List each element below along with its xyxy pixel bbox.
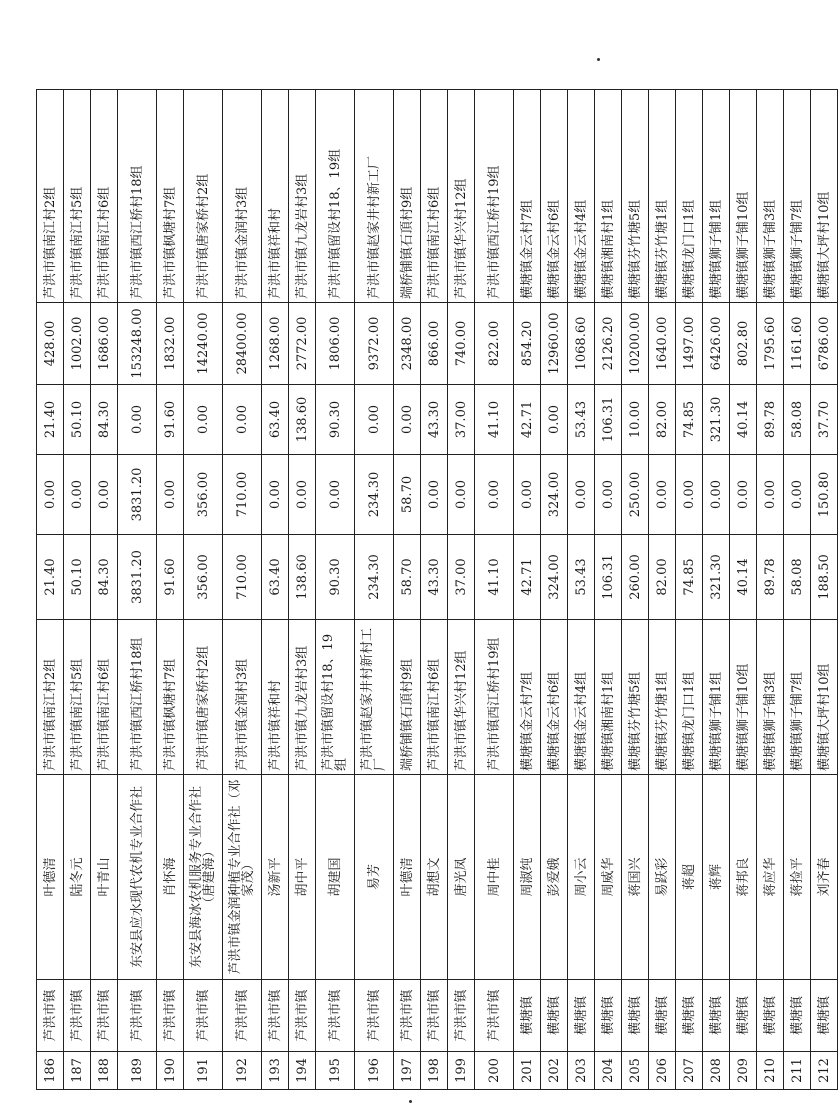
address-cell: 芦洪市镇南江村2组 [37, 620, 64, 775]
table-row [223, 90, 262, 1090]
name-cell: 胡建国 [316, 775, 355, 980]
area-a-cell: 0.00 [730, 455, 757, 535]
amount-cell: 854.20 [514, 303, 541, 385]
amount-cell: 9372.00 [355, 303, 394, 385]
amount-cell: 2772.00 [289, 303, 316, 385]
area-a-cell: 0.00 [91, 455, 118, 535]
area-a-cell: 0.00 [157, 455, 184, 535]
address-cell: 横塘镇狮子铺3组 [757, 620, 784, 775]
row-number: 210 [757, 1052, 784, 1090]
amount-cell: 1268.00 [262, 303, 289, 385]
area-b-cell: 37.00 [448, 385, 475, 455]
area-a-cell: 324.00 [541, 455, 568, 535]
area-cell: 356.00 [184, 535, 223, 620]
amount-cell: 14240.00 [184, 303, 223, 385]
amount-cell: 822.00 [475, 303, 514, 385]
table-row [37, 90, 64, 1090]
amount-cell: 1806.00 [316, 303, 355, 385]
area-b-cell: 0.00 [355, 385, 394, 455]
row-number: 202 [541, 1052, 568, 1090]
area-a-cell: 58.70 [394, 455, 421, 535]
area-cell: 90.30 [316, 535, 355, 620]
rotated-page [36, 90, 832, 1090]
row-number: 191 [184, 1052, 223, 1090]
area-b-cell: 90.30 [316, 385, 355, 455]
area-cell: 82.00 [649, 535, 676, 620]
area-a-cell: 0.00 [784, 455, 811, 535]
area-a-cell: 0.00 [448, 455, 475, 535]
table-row [355, 90, 394, 1090]
table-row [730, 90, 757, 1090]
location-cell: 横塘镇狮子铺3组 [757, 90, 784, 303]
row-number: 193 [262, 1052, 289, 1090]
name-cell: 东安县海冰农机服务专业合作社（唐建海） [184, 775, 223, 980]
area-cell: 84.30 [91, 535, 118, 620]
area-b-cell: 0.00 [541, 385, 568, 455]
location-cell: 芦洪市镇西江桥村19组 [475, 90, 514, 303]
amount-cell: 1161.60 [784, 303, 811, 385]
address-cell: 芦洪市镇西江桥村18组 [118, 620, 157, 775]
name-cell: 周威华 [595, 775, 622, 980]
town-cell: 芦洪市镇 [448, 980, 475, 1052]
town-cell: 芦洪市镇 [157, 980, 184, 1052]
amount-cell: 802.80 [730, 303, 757, 385]
address-cell: 横塘镇芬竹塘1组 [649, 620, 676, 775]
amount-cell: 1795.60 [757, 303, 784, 385]
area-cell: 3831.20 [118, 535, 157, 620]
address-cell: 芦洪市镇九龙岩村3组 [289, 620, 316, 775]
area-cell: 21.40 [37, 535, 64, 620]
area-b-cell: 74.85 [676, 385, 703, 455]
area-b-cell: 0.00 [118, 385, 157, 455]
address-cell: 芦洪市镇西江桥村19组 [475, 620, 514, 775]
address-cell: 横塘镇狮子铺7组 [784, 620, 811, 775]
town-cell: 横塘镇 [757, 980, 784, 1052]
location-cell: 芦洪市镇枫塘村7组 [157, 90, 184, 303]
location-cell: 横塘镇龙门口1组 [676, 90, 703, 303]
row-number: 197 [394, 1052, 421, 1090]
area-a-cell: 0.00 [676, 455, 703, 535]
area-cell: 260.00 [622, 535, 649, 620]
table-row [541, 90, 568, 1090]
amount-cell: 1686.00 [91, 303, 118, 385]
amount-cell: 153248.00 [118, 303, 157, 385]
table-row [262, 90, 289, 1090]
table-row [757, 90, 784, 1090]
address-cell: 横塘镇大坪村10组 [811, 620, 838, 775]
location-cell: 芦洪市镇华兴村12组 [448, 90, 475, 303]
town-cell: 横塘镇 [595, 980, 622, 1052]
area-cell: 321.30 [703, 535, 730, 620]
location-cell: 芦洪市镇金润村3组 [223, 90, 262, 303]
location-cell: 横塘镇芬竹塘5组 [622, 90, 649, 303]
row-number: 206 [649, 1052, 676, 1090]
name-cell: 胡中平 [289, 775, 316, 980]
row-number: 208 [703, 1052, 730, 1090]
town-cell: 芦洪市镇 [223, 980, 262, 1052]
area-a-cell: 0.00 [421, 455, 448, 535]
area-b-cell: 89.78 [757, 385, 784, 455]
location-cell: 横塘镇狮子铺10组 [730, 90, 757, 303]
table-row [676, 90, 703, 1090]
address-cell: 芦洪市镇赵家井村新村工厂 [355, 620, 394, 775]
location-cell: 芦洪市镇南江村5组 [64, 90, 91, 303]
area-b-cell: 40.14 [730, 385, 757, 455]
area-cell: 324.00 [541, 535, 568, 620]
location-cell: 芦洪市镇唐家桥村2组 [184, 90, 223, 303]
location-cell: 芦洪市镇南江村6组 [421, 90, 448, 303]
area-a-cell: 150.80 [811, 455, 838, 535]
area-cell: 40.14 [730, 535, 757, 620]
row-number: 204 [595, 1052, 622, 1090]
amount-cell: 2348.00 [394, 303, 421, 385]
amount-cell: 866.00 [421, 303, 448, 385]
area-b-cell: 106.31 [595, 385, 622, 455]
location-cell: 芦洪市镇南江村6组 [91, 90, 118, 303]
town-cell: 芦洪市镇 [64, 980, 91, 1052]
area-cell: 138.60 [289, 535, 316, 620]
table-row [568, 90, 595, 1090]
amount-cell: 6786.00 [811, 303, 838, 385]
table-row [514, 90, 541, 1090]
area-cell: 42.71 [514, 535, 541, 620]
location-cell: 横塘镇湘南村1组 [595, 90, 622, 303]
table-row [595, 90, 622, 1090]
area-b-cell: 10.00 [622, 385, 649, 455]
amount-cell: 2126.20 [595, 303, 622, 385]
area-a-cell: 0.00 [649, 455, 676, 535]
table-row [289, 90, 316, 1090]
row-number: 211 [784, 1052, 811, 1090]
row-number: 186 [37, 1052, 64, 1090]
area-a-cell: 0.00 [595, 455, 622, 535]
name-cell: 胡想文 [421, 775, 448, 980]
row-number: 187 [64, 1052, 91, 1090]
area-cell: 63.40 [262, 535, 289, 620]
table-row [421, 90, 448, 1090]
town-cell: 横塘镇 [649, 980, 676, 1052]
table-row [784, 90, 811, 1090]
area-a-cell: 0.00 [64, 455, 91, 535]
area-cell: 234.30 [355, 535, 394, 620]
town-cell: 芦洪市镇 [394, 980, 421, 1052]
town-cell: 芦洪市镇 [184, 980, 223, 1052]
row-number: 203 [568, 1052, 595, 1090]
area-a-cell: 234.30 [355, 455, 394, 535]
scan-dot [597, 58, 600, 61]
table-row [811, 90, 838, 1090]
area-b-cell: 63.40 [262, 385, 289, 455]
location-cell: 横塘镇狮子铺7组 [784, 90, 811, 303]
area-a-cell: 0.00 [289, 455, 316, 535]
area-b-cell: 50.10 [64, 385, 91, 455]
area-b-cell: 21.40 [37, 385, 64, 455]
name-cell: 蒋超 [676, 775, 703, 980]
area-cell: 74.85 [676, 535, 703, 620]
area-cell: 41.10 [475, 535, 514, 620]
address-cell: 横塘镇金云村7组 [514, 620, 541, 775]
amount-cell: 1002.00 [64, 303, 91, 385]
location-cell: 芦洪市镇西江桥村18组 [118, 90, 157, 303]
town-cell: 芦洪市镇 [262, 980, 289, 1052]
table-row [184, 90, 223, 1090]
area-a-cell: 3831.20 [118, 455, 157, 535]
name-cell: 叶青山 [91, 775, 118, 980]
location-cell: 芦洪市镇南江村2组 [37, 90, 64, 303]
address-cell: 芦洪市镇留设村18、19组 [316, 620, 355, 775]
town-cell: 芦洪市镇 [91, 980, 118, 1052]
name-cell: 蒋国兴 [622, 775, 649, 980]
name-cell: 易跃彩 [649, 775, 676, 980]
name-cell: 唐光凤 [448, 775, 475, 980]
area-cell: 91.60 [157, 535, 184, 620]
name-cell: 刘齐春 [811, 775, 838, 980]
area-b-cell: 91.60 [157, 385, 184, 455]
area-a-cell: 0.00 [475, 455, 514, 535]
address-cell: 芦洪市镇华兴村12组 [448, 620, 475, 775]
address-cell: 横塘镇金云村6组 [541, 620, 568, 775]
area-a-cell: 356.00 [184, 455, 223, 535]
name-cell: 周小云 [568, 775, 595, 980]
row-number: 205 [622, 1052, 649, 1090]
area-a-cell: 0.00 [514, 455, 541, 535]
location-cell: 芦洪市镇九龙岩村3组 [289, 90, 316, 303]
area-cell: 58.70 [394, 535, 421, 620]
address-cell: 芦洪市镇祥和村 [262, 620, 289, 775]
address-cell: 横塘镇龙门口1组 [676, 620, 703, 775]
location-cell: 横塘镇金云村6组 [541, 90, 568, 303]
area-cell: 53.43 [568, 535, 595, 620]
table-row [703, 90, 730, 1090]
area-a-cell: 250.00 [622, 455, 649, 535]
amount-cell: 6426.00 [703, 303, 730, 385]
name-cell: 易芳 [355, 775, 394, 980]
area-b-cell: 42.71 [514, 385, 541, 455]
table-row [118, 90, 157, 1090]
name-cell: 彭爱娥 [541, 775, 568, 980]
name-cell: 陆冬元 [64, 775, 91, 980]
town-cell: 横塘镇 [730, 980, 757, 1052]
name-cell: 东安县应水现代农机专业合作社 [118, 775, 157, 980]
name-cell: 周中桂 [475, 775, 514, 980]
address-cell: 芦洪市镇枫塘村7组 [157, 620, 184, 775]
subsidy-table [36, 89, 838, 1090]
address-cell: 横塘镇狮子铺10组 [730, 620, 757, 775]
name-cell: 叶德清 [37, 775, 64, 980]
amount-cell: 1497.00 [676, 303, 703, 385]
amount-cell: 428.00 [37, 303, 64, 385]
row-number: 212 [811, 1052, 838, 1090]
address-cell: 端桥铺镇石頂村9组 [394, 620, 421, 775]
name-cell: 肖怀海 [157, 775, 184, 980]
row-number: 188 [91, 1052, 118, 1090]
amount-cell: 10200.00 [622, 303, 649, 385]
name-cell: 周淑纯 [514, 775, 541, 980]
area-a-cell: 0.00 [37, 455, 64, 535]
amount-cell: 28400.00 [223, 303, 262, 385]
table-row [91, 90, 118, 1090]
area-cell: 106.31 [595, 535, 622, 620]
address-cell: 芦洪市镇南江村6组 [91, 620, 118, 775]
area-b-cell: 43.30 [421, 385, 448, 455]
location-cell: 芦洪市镇留设村18、19组 [316, 90, 355, 303]
amount-cell: 740.00 [448, 303, 475, 385]
address-cell: 横塘镇狮子铺1组 [703, 620, 730, 775]
area-cell: 43.30 [421, 535, 448, 620]
name-cell: 汤新平 [262, 775, 289, 980]
area-b-cell: 0.00 [184, 385, 223, 455]
scan-dot [409, 1100, 412, 1103]
area-b-cell: 58.08 [784, 385, 811, 455]
table-row [448, 90, 475, 1090]
name-cell: 蒋应华 [757, 775, 784, 980]
town-cell: 芦洪市镇 [421, 980, 448, 1052]
row-number: 198 [421, 1052, 448, 1090]
area-b-cell: 37.70 [811, 385, 838, 455]
row-number: 192 [223, 1052, 262, 1090]
row-number: 194 [289, 1052, 316, 1090]
area-a-cell: 710.00 [223, 455, 262, 535]
table-row [394, 90, 421, 1090]
table-row [64, 90, 91, 1090]
address-cell: 芦洪市镇金润村3组 [223, 620, 262, 775]
row-number: 200 [475, 1052, 514, 1090]
town-cell: 芦洪市镇 [475, 980, 514, 1052]
area-cell: 188.50 [811, 535, 838, 620]
table-row [475, 90, 514, 1090]
address-cell: 芦洪市镇南江村6组 [421, 620, 448, 775]
area-cell: 50.10 [64, 535, 91, 620]
area-a-cell: 0.00 [568, 455, 595, 535]
address-cell: 芦洪市镇唐家桥村2组 [184, 620, 223, 775]
row-number: 195 [316, 1052, 355, 1090]
name-cell: 芦洪市镇金润种植专业合作社（邓家茂） [223, 775, 262, 980]
location-cell: 横塘镇金云村4组 [568, 90, 595, 303]
amount-cell: 1068.60 [568, 303, 595, 385]
location-cell: 横塘镇金云村7组 [514, 90, 541, 303]
area-b-cell: 53.43 [568, 385, 595, 455]
area-a-cell: 0.00 [262, 455, 289, 535]
amount-cell: 1832.00 [157, 303, 184, 385]
location-cell: 横塘镇芬竹塘1组 [649, 90, 676, 303]
area-b-cell: 321.30 [703, 385, 730, 455]
name-cell: 蒋邦良 [730, 775, 757, 980]
table-row [622, 90, 649, 1090]
amount-cell: 12960.00 [541, 303, 568, 385]
address-cell: 横塘镇湘南村1组 [595, 620, 622, 775]
row-number: 190 [157, 1052, 184, 1090]
town-cell: 横塘镇 [811, 980, 838, 1052]
town-cell: 芦洪市镇 [37, 980, 64, 1052]
address-cell: 横塘镇金云村4组 [568, 620, 595, 775]
area-a-cell: 0.00 [703, 455, 730, 535]
town-cell: 芦洪市镇 [355, 980, 394, 1052]
row-number: 189 [118, 1052, 157, 1090]
address-cell: 芦洪市镇南江村5组 [64, 620, 91, 775]
table-row [316, 90, 355, 1090]
row-number: 196 [355, 1052, 394, 1090]
town-cell: 芦洪市镇 [316, 980, 355, 1052]
area-cell: 58.08 [784, 535, 811, 620]
address-cell: 横塘镇芬竹塘5组 [622, 620, 649, 775]
table-row [157, 90, 184, 1090]
area-a-cell: 0.00 [316, 455, 355, 535]
town-cell: 横塘镇 [568, 980, 595, 1052]
location-cell: 芦洪市镇祥和村 [262, 90, 289, 303]
town-cell: 横塘镇 [622, 980, 649, 1052]
area-b-cell: 84.30 [91, 385, 118, 455]
town-cell: 横塘镇 [541, 980, 568, 1052]
area-a-cell: 0.00 [757, 455, 784, 535]
area-b-cell: 0.00 [394, 385, 421, 455]
town-cell: 芦洪市镇 [118, 980, 157, 1052]
name-cell: 叶德清 [394, 775, 421, 980]
area-cell: 710.00 [223, 535, 262, 620]
town-cell: 横塘镇 [784, 980, 811, 1052]
row-number: 209 [730, 1052, 757, 1090]
name-cell: 蒋捡平 [784, 775, 811, 980]
amount-cell: 1640.00 [649, 303, 676, 385]
row-number: 199 [448, 1052, 475, 1090]
location-cell: 横塘镇狮子铺1组 [703, 90, 730, 303]
area-cell: 89.78 [757, 535, 784, 620]
area-b-cell: 82.00 [649, 385, 676, 455]
location-cell: 端桥铺镇石頂村9组 [394, 90, 421, 303]
town-cell: 横塘镇 [514, 980, 541, 1052]
row-number: 201 [514, 1052, 541, 1090]
area-b-cell: 138.60 [289, 385, 316, 455]
town-cell: 横塘镇 [676, 980, 703, 1052]
name-cell: 蒋辉 [703, 775, 730, 980]
location-cell: 横塘镇大坪村10组 [811, 90, 838, 303]
area-cell: 37.00 [448, 535, 475, 620]
location-cell: 芦洪市镇赵家井村新工厂 [355, 90, 394, 303]
town-cell: 芦洪市镇 [289, 980, 316, 1052]
town-cell: 横塘镇 [703, 980, 730, 1052]
row-number: 207 [676, 1052, 703, 1090]
area-b-cell: 41.10 [475, 385, 514, 455]
table-row [649, 90, 676, 1090]
area-b-cell: 0.00 [223, 385, 262, 455]
